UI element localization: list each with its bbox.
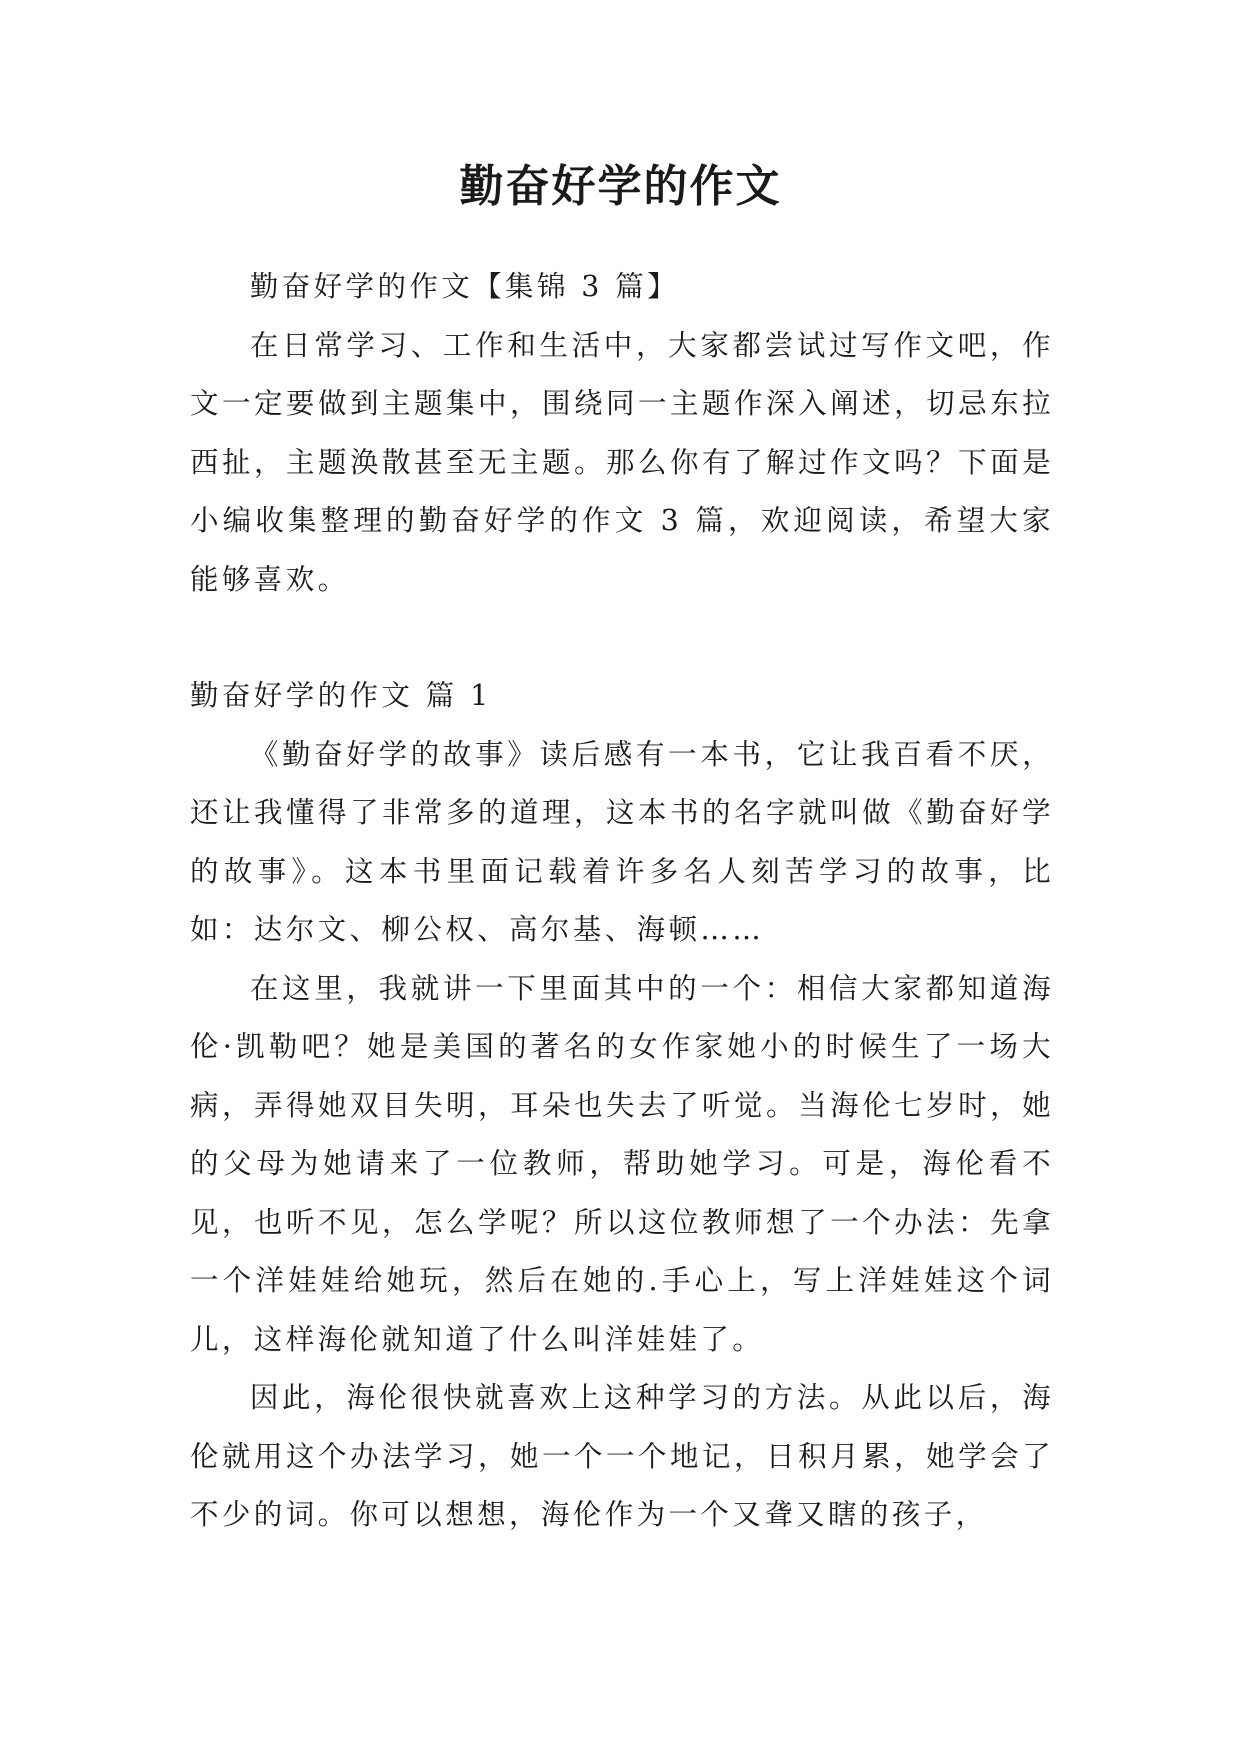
intro-paragraph: 在日常学习、工作和生活中，大家都尝试过写作文吧，作文一定要做到主题集中，围绕同一主题作深入阐述，切忌东拉西扯，主题涣散甚至无主题。那么你有了解过作文吗？下面是小编收集整理的勤奋好学的作文 3 篇，欢迎阅读，希望大家能够喜欢。 — [190, 328, 1054, 596]
document-subtitle: 勤奋好学的作文【集锦 3 篇】 — [249, 270, 680, 303]
section-paragraph: 在这里，我就讲一下里面其中的一个：相信大家都知道海伦·凯勒吧？她是美国的著名的女作家她小的时候生了一场大病，弄得她双目失明，耳朵也失去了听觉。当海伦七岁时，她的父母为她请来了一位教师，帮助她学习。可是，海伦看不见，也听不见，怎么学呢？所以这位教师想了一个办法：先拿一个洋娃娃给她玩，然后在她的.手心上，写上洋娃娃这个词儿，这样海伦就知道了什么叫洋娃娃了。 — [190, 971, 1054, 1356]
section-heading: 勤奋好学的作文 篇 1 — [190, 679, 492, 712]
section-paragraph: 因此，海伦很快就喜欢上这种学习的方法。从此以后，海伦就用这个办法学习，她一个一个地记，日积月累，她学会了不少的词。你可以想想，海伦作为一个又聋又瞎的孩子， — [190, 1381, 1054, 1531]
section-paragraph: 《勤奋好学的故事》读后感有一本书，它让我百看不厌，还让我懂得了非常多的道理，这本书的名字就叫做《勤奋好学的故事》。这本书里面记载着许多名人刻苦学习的故事，比如：达尔文、柳公权、高尔基、海顿…… — [190, 737, 1054, 946]
document-body — [190, 258, 1054, 1545]
document-title: 勤奋好学的作文 — [459, 161, 782, 212]
